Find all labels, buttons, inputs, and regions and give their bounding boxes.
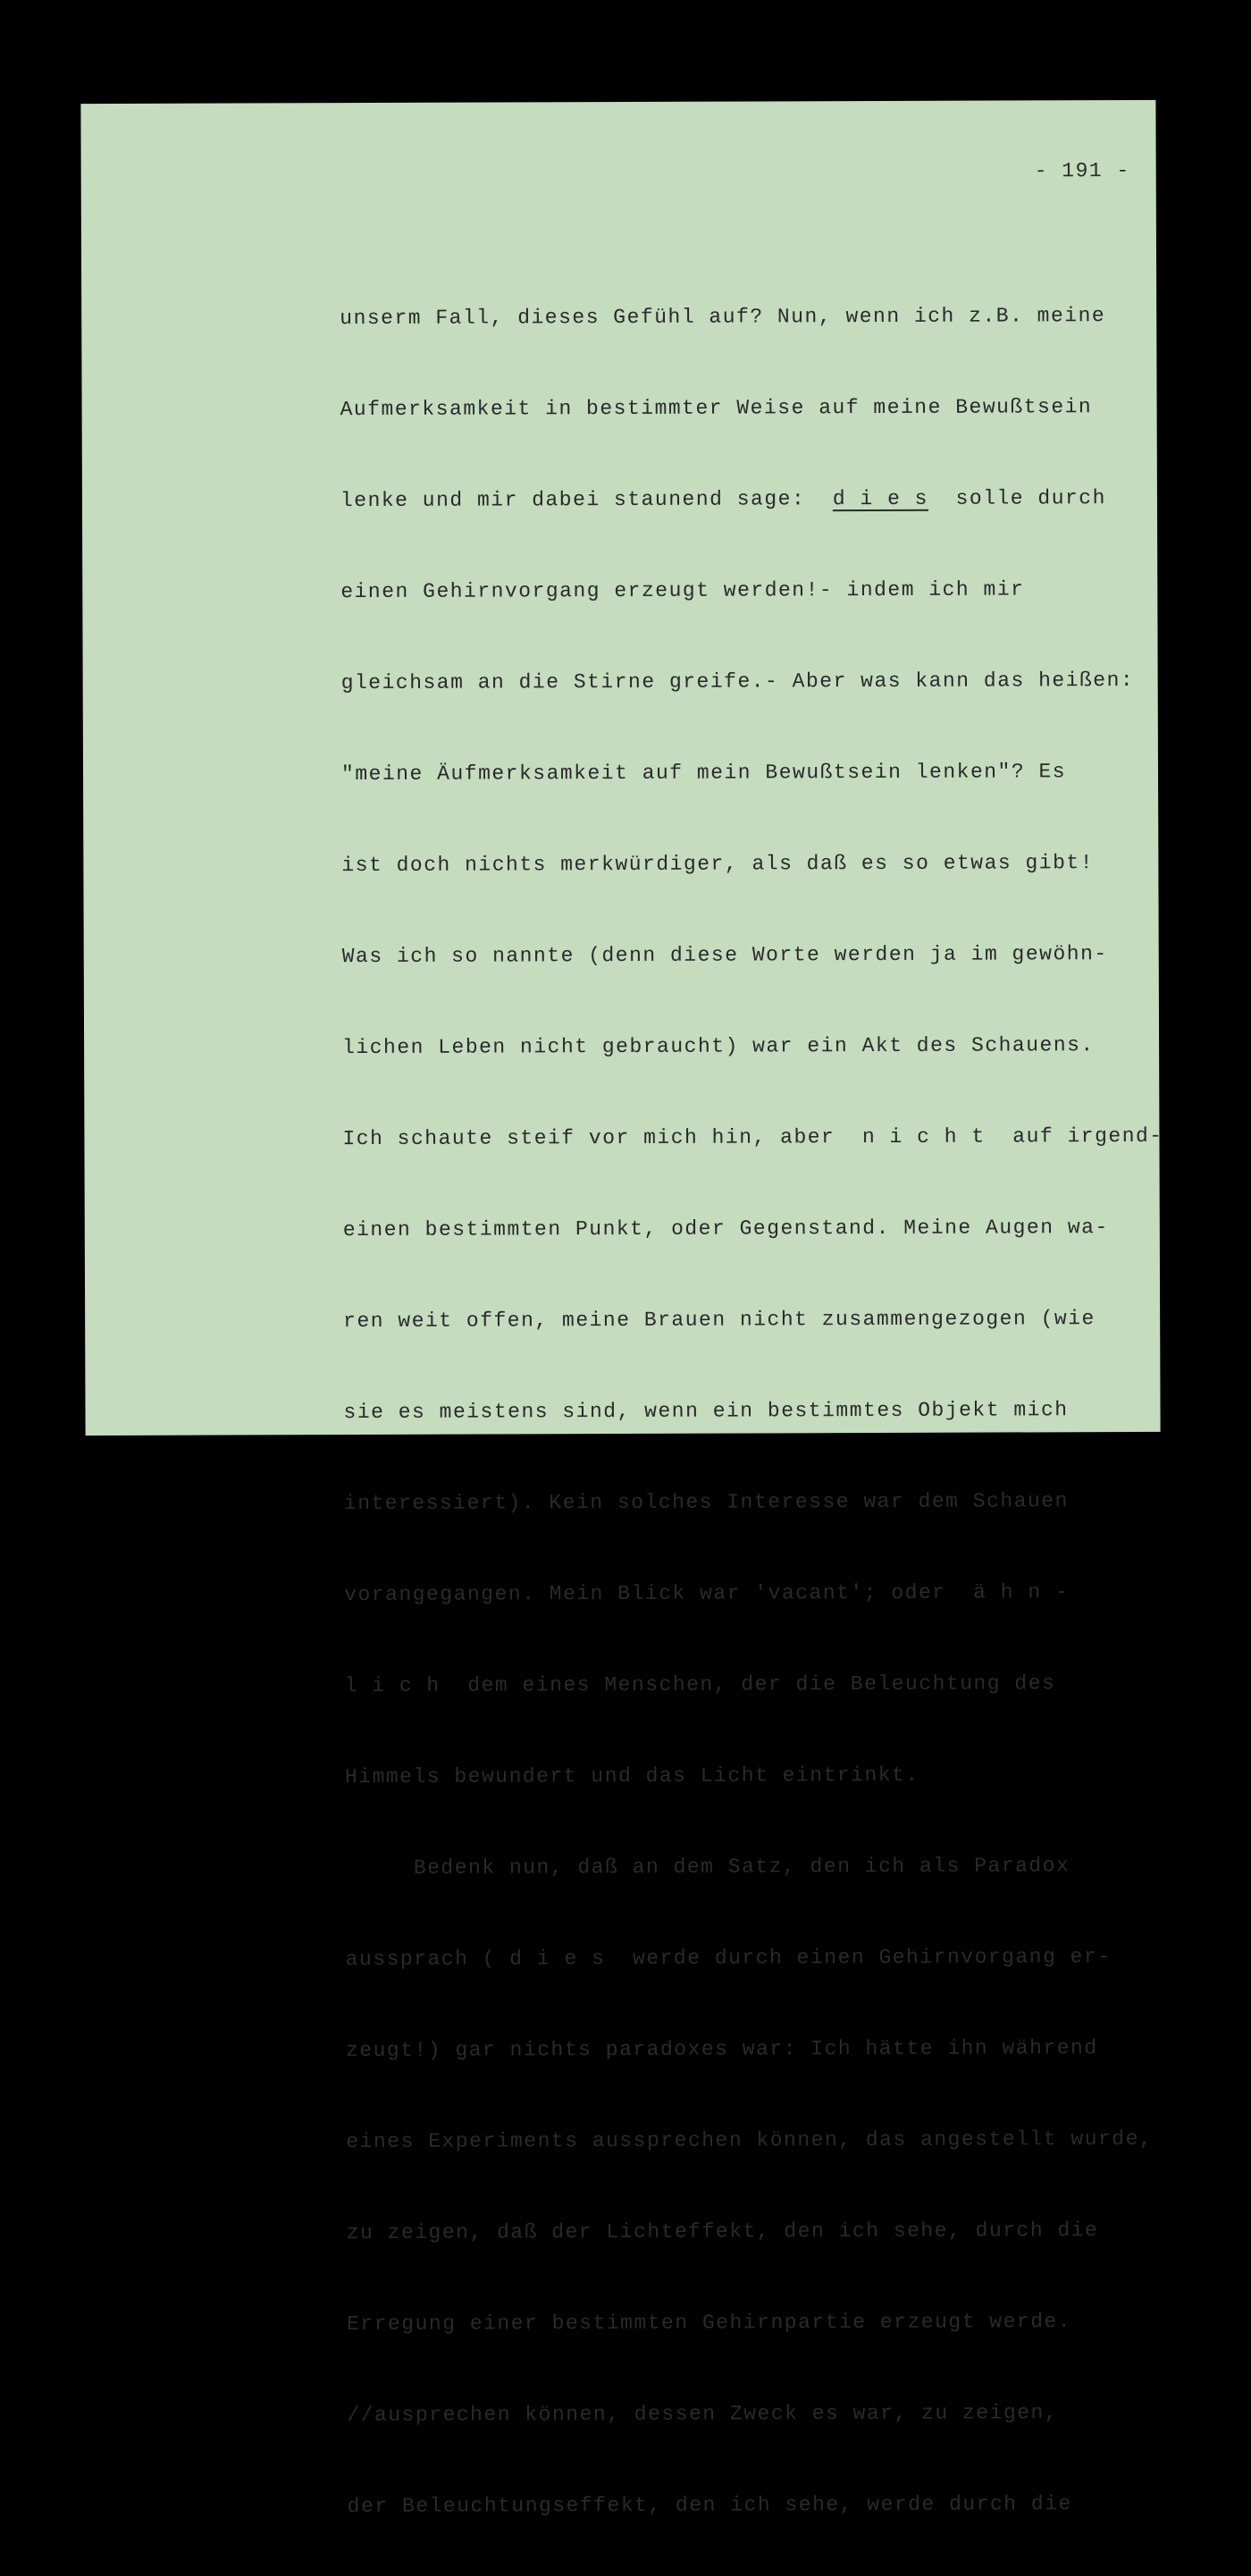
text-line: aussprach ( d i e s werde durch einen Gehirnvorgang er- [345, 1945, 1112, 1972]
text-line: ist doch nichts merkwürdiger, als daß es so etwas gibt! [341, 851, 1095, 878]
text-line: lichen Leben nicht gebraucht) war ein Akt des Schauens. [342, 1033, 1095, 1060]
body-text [340, 247, 1163, 2575]
text-line: zu zeigen, daß der Lichteffekt, den ich sehe, durch die [346, 2218, 1099, 2245]
text-line-with-emphasis [340, 476, 1145, 523]
text-line: ren weit offen, meine Brauen nicht zusammengezogen (wie [343, 1307, 1096, 1334]
page-number: - 191 - [1034, 159, 1130, 183]
text-line: eines Experiments aussprechen können, das angestellt wurde, [346, 2126, 1154, 2154]
text-line: einen Gehirnvorgang erzeugt werden!- indem ich mir [340, 577, 1025, 604]
text-line: gleichsam an die Stirne greife.- Aber was kann das heißen: [340, 668, 1135, 695]
text-line: Ich schaute steif vor mich hin, aber n i c h t auf irgend- [342, 1124, 1163, 1151]
text-line: einen bestimmten Punkt, oder Gegenstand. Meine Augen wa- [342, 1216, 1109, 1242]
text-segment: solle durch [928, 486, 1106, 510]
text-line: Bedenk nun, daß an dem Satz, den ich als Paradox [345, 1854, 1070, 1881]
text-line: Himmels bewundert und das Licht eintrinkt. [344, 1763, 919, 1789]
text-line: der Beleuchtungseffekt, den ich sehe, werde durch die [347, 2492, 1072, 2519]
typewritten-page [80, 100, 1163, 2519]
text-line: "meine Äufmerksamkeit auf mein Bewußtsein lenken"? Es [340, 760, 1067, 787]
text-line: l i c h dem eines Menschen, der die Beleuchtung des [344, 1671, 1056, 1698]
text-line: Was ich so nannte (denn diese Worte werden ja im gewöhn- [341, 942, 1108, 969]
underlined-emphasis: d i e s [832, 486, 929, 511]
text-segment: lenke und mir dabei staunend sage: [340, 487, 833, 513]
text-line: interessiert). Kein solches Interesse war dem Schauen [343, 1489, 1069, 1516]
text-line: zeugt!) gar nichts paradoxes war: Ich hätte ihn während [345, 2036, 1098, 2063]
text-line: unserm Fall, dieses Gefühl auf? Nun, wenn ich z.B. meine [340, 304, 1106, 331]
text-line: vorangegangen. Mein Blick war 'vacant'; oder ä h n - [344, 1580, 1070, 1607]
text-line: //ausprechen können, dessen Zweck es war, zu zeigen, [347, 2401, 1059, 2428]
text-line: sie es meistens sind, wenn ein bestimmtes Objekt mich [343, 1398, 1069, 1425]
text-line: Erregung einer bestimmten Gehirnpartie erzeugt werde. [347, 2310, 1072, 2336]
text-line: Aufmerksamkeit in bestimmter Weise auf meine Bewußtsein [340, 395, 1093, 422]
